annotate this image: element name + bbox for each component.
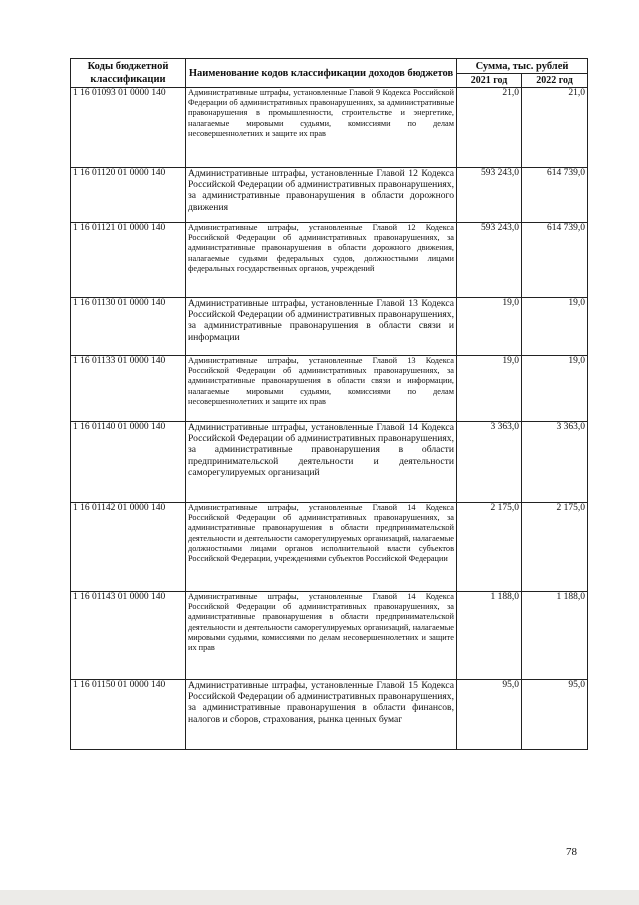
row-amount-2021: 95,0 xyxy=(457,680,522,750)
table-row xyxy=(71,168,588,223)
row-amount-2021: 1 188,0 xyxy=(457,592,522,680)
row-amount-2022: 19,0 xyxy=(522,298,588,356)
row-name: Административные штрафы, установленные Главой 9 Кодекса Российской Федерации об административных правонарушениях, за административные правонарушения в промышленности, строительстве и энергетике, налагаемые мировыми судьями, комиссиями по делам несовершеннолетних и защите их прав xyxy=(186,88,457,168)
row-amount-2022: 95,0 xyxy=(522,680,588,750)
row-amount-2022: 21,0 xyxy=(522,88,588,168)
header-code: Коды бюджетной классификации xyxy=(71,59,186,88)
row-name: Административные штрафы, установленные Главой 14 Кодекса Российской Федерации об административных правонарушениях, за административные правонарушения в области предпринимательской деятельности и деятельности саморегулируемых организаций, налагаемые мировыми судьями, комиссиями по делам несовершеннолетних и защите их прав xyxy=(186,592,457,680)
row-code: 1 16 01150 01 0000 140 xyxy=(71,680,186,750)
row-name: Административные штрафы, установленные Главой 13 Кодекса Российской Федерации об административных правонарушениях, за административные правонарушения в области связи и информации xyxy=(186,298,457,356)
row-code: 1 16 01133 01 0000 140 xyxy=(71,356,186,422)
row-code: 1 16 01142 01 0000 140 xyxy=(71,503,186,592)
row-amount-2021: 3 363,0 xyxy=(457,422,522,503)
row-name: Административные штрафы, установленные Главой 12 Кодекса Российской Федерации об административных правонарушениях, за административные правонарушения в области дорожного движения, налагаемые судьями федеральных судов, должностными лицами федеральных государственных органов, учреждений xyxy=(186,223,457,298)
header-sum: Сумма, тыс. рублей xyxy=(457,59,588,74)
row-name: Административные штрафы, установленные Главой 13 Кодекса Российской Федерации об административных правонарушениях, за административные правонарушения в области связи и информации, налагаемые мировыми судьями, комиссиями по делам несовершеннолетних и защите их прав xyxy=(186,356,457,422)
table-row xyxy=(71,223,588,298)
table-row xyxy=(71,503,588,592)
row-amount-2021: 593 243,0 xyxy=(457,168,522,223)
row-amount-2022: 3 363,0 xyxy=(522,422,588,503)
table-row xyxy=(71,592,588,680)
table-row xyxy=(71,680,588,750)
row-code: 1 16 01093 01 0000 140 xyxy=(71,88,186,168)
row-name: Административные штрафы, установленные Главой 12 Кодекса Российской Федерации об административных правонарушениях, за административные правонарушения в области дорожного движения xyxy=(186,168,457,223)
row-amount-2021: 19,0 xyxy=(457,356,522,422)
header-year-2022: 2022 год xyxy=(522,74,588,88)
page-number: 78 xyxy=(566,846,577,858)
row-code: 1 16 01140 01 0000 140 xyxy=(71,422,186,503)
table-row xyxy=(71,298,588,356)
row-amount-2021: 593 243,0 xyxy=(457,223,522,298)
row-amount-2021: 2 175,0 xyxy=(457,503,522,592)
row-code: 1 16 01143 01 0000 140 xyxy=(71,592,186,680)
row-name: Административные штрафы, установленные Главой 14 Кодекса Российской Федерации об административных правонарушениях, за административные правонарушения в области предпринимательской деятельности и деятельности саморегулируемых организаций xyxy=(186,422,457,503)
row-amount-2022: 614 739,0 xyxy=(522,168,588,223)
row-amount-2022: 614 739,0 xyxy=(522,223,588,298)
row-amount-2022: 2 175,0 xyxy=(522,503,588,592)
row-code: 1 16 01120 01 0000 140 xyxy=(71,168,186,223)
row-code: 1 16 01121 01 0000 140 xyxy=(71,223,186,298)
header-year-2021: 2021 год xyxy=(457,74,522,88)
table-row xyxy=(71,356,588,422)
table-row xyxy=(71,422,588,503)
row-name: Административные штрафы, установленные Главой 15 Кодекса Российской Федерации об административных правонарушениях, за административные правонарушения в области финансов, налогов и сборов, страхования, рынка ценных бумаг xyxy=(186,680,457,750)
row-amount-2022: 19,0 xyxy=(522,356,588,422)
row-amount-2022: 1 188,0 xyxy=(522,592,588,680)
scan-edge xyxy=(0,890,639,905)
table-row xyxy=(71,88,588,168)
row-amount-2021: 21,0 xyxy=(457,88,522,168)
row-amount-2021: 19,0 xyxy=(457,298,522,356)
revenue-table xyxy=(70,58,588,750)
row-code: 1 16 01130 01 0000 140 xyxy=(71,298,186,356)
header-name: Наименование кодов классификации доходов бюджетов xyxy=(186,59,457,88)
row-name: Административные штрафы, установленные Главой 14 Кодекса Российской Федерации об административных правонарушениях, за административные правонарушения в области предпринимательской деятельности и деятельности саморегулируемых организаций, налагаемые должностными лицами органов исполнительной власти субъектов Российской Федерации, учреждениями субъектов Российской Федерации xyxy=(186,503,457,592)
